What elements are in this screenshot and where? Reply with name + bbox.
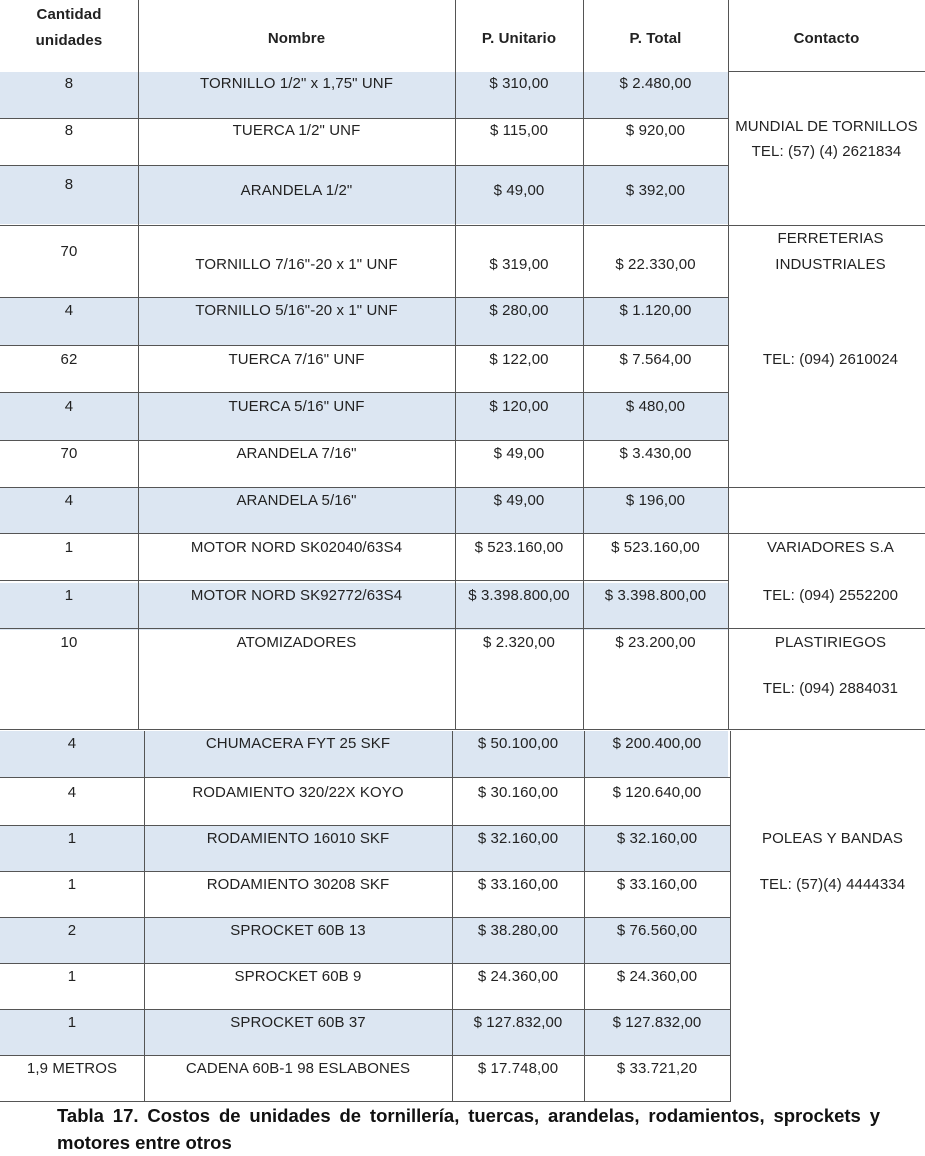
cell-total-price: $ 23.200,00 bbox=[615, 634, 696, 651]
header-contacto: Contacto bbox=[793, 30, 860, 47]
horizontal-rule bbox=[0, 345, 728, 346]
cell-name: TUERCA 1/2" UNF bbox=[232, 122, 361, 139]
cell-unit-price: $ 24.360,00 bbox=[477, 968, 559, 985]
cell-qty: 1 bbox=[64, 587, 74, 604]
horizontal-rule bbox=[0, 777, 730, 778]
contact-variadores-name: VARIADORES S.A bbox=[767, 539, 894, 556]
horizontal-rule bbox=[0, 165, 728, 166]
cell-name: TORNILLO 5/16"-20 x 1" UNF bbox=[195, 302, 398, 319]
cell-qty: 4 bbox=[67, 784, 77, 801]
cell-qty: 4 bbox=[64, 492, 74, 509]
cell-total-price: $ 3.398.800,00 bbox=[604, 587, 707, 604]
cell-name: CADENA 60B-1 98 ESLABONES bbox=[185, 1060, 411, 1077]
cell-unit-price: $ 523.160,00 bbox=[474, 539, 564, 556]
cell-unit-price: $ 280,00 bbox=[489, 302, 549, 319]
cell-name: SPROCKET 60B 13 bbox=[230, 922, 366, 939]
cell-name: RODAMIENTO 320/22X KOYO bbox=[192, 784, 404, 801]
cell-unit-price: $ 49,00 bbox=[493, 492, 545, 509]
cell-unit-price: $ 310,00 bbox=[489, 75, 549, 92]
cell-name: TUERCA 7/16" UNF bbox=[228, 351, 365, 368]
contact-ferreterias-tel: TEL: (094) 2610024 bbox=[762, 351, 899, 368]
cell-name: ARANDELA 7/16" bbox=[236, 445, 357, 462]
cell-unit-price: $ 2.320,00 bbox=[483, 634, 555, 651]
cell-name: ARANDELA 5/16" bbox=[236, 492, 357, 509]
contact-variadores-tel: TEL: (094) 2552200 bbox=[762, 587, 899, 604]
cell-total-price: $ 22.330,00 bbox=[615, 256, 696, 273]
cell-name: RODAMIENTO 30208 SKF bbox=[206, 876, 390, 893]
cell-name: TORNILLO 1/2" x 1,75" UNF bbox=[200, 75, 393, 92]
cell-qty: 2 bbox=[67, 922, 77, 939]
cell-qty: 1 bbox=[67, 876, 77, 893]
contact-poleas-name: POLEAS Y BANDAS bbox=[761, 830, 903, 847]
cell-qty: 4 bbox=[67, 735, 77, 752]
header-cantidad-line1: Cantidad bbox=[36, 6, 102, 23]
contact-mundial-tel: TEL: (57) (4) 2621834 bbox=[751, 143, 902, 160]
cell-name: CHUMACERA FYT 25 SKF bbox=[205, 735, 391, 752]
horizontal-rule bbox=[0, 580, 728, 581]
header-p-unitario: P. Unitario bbox=[481, 30, 557, 47]
cell-unit-price: $ 49,00 bbox=[493, 445, 545, 462]
cell-qty: 1 bbox=[64, 539, 74, 556]
cell-qty: 70 bbox=[60, 445, 78, 462]
vertical-rule bbox=[730, 731, 731, 1102]
cell-unit-price: $ 32.160,00 bbox=[477, 830, 559, 847]
cell-unit-price: $ 17.748,00 bbox=[477, 1060, 559, 1077]
cell-name: MOTOR NORD SK92772/63S4 bbox=[190, 587, 403, 604]
contact-ferreterias-line2: INDUSTRIALES bbox=[775, 256, 886, 273]
cell-total-price: $ 120.640,00 bbox=[612, 784, 702, 801]
table-caption: Tabla 17. Costos de unidades de tornillería, tuercas, arandelas, rodamientos, sprockets y motores entre otros bbox=[57, 1105, 880, 1153]
cell-unit-price: $ 115,00 bbox=[489, 122, 549, 139]
contact-mundial-name: MUNDIAL DE TORNILLOS bbox=[735, 118, 918, 135]
cell-qty: 1 bbox=[67, 1014, 77, 1031]
horizontal-rule bbox=[728, 71, 925, 72]
contact-poleas-tel: TEL: (57)(4) 4444334 bbox=[759, 876, 906, 893]
cell-name: SPROCKET 60B 9 bbox=[234, 968, 362, 985]
header-cantidad bbox=[0, 2, 138, 54]
cell-total-price: $ 3.430,00 bbox=[619, 445, 692, 462]
cell-name: MOTOR NORD SK02040/63S4 bbox=[190, 539, 403, 556]
header-p-total: P. Total bbox=[629, 30, 682, 47]
cell-name: SPROCKET 60B 37 bbox=[230, 1014, 366, 1031]
cell-qty: 1,9 METROS bbox=[26, 1060, 118, 1077]
cell-qty: 1 bbox=[67, 968, 77, 985]
cell-total-price: $ 920,00 bbox=[625, 122, 686, 139]
cell-unit-price: $ 127.832,00 bbox=[473, 1014, 563, 1031]
cell-total-price: $ 76.560,00 bbox=[616, 922, 698, 939]
cell-total-price: $ 32.160,00 bbox=[616, 830, 698, 847]
header-cantidad-line2: unidades bbox=[35, 32, 103, 49]
cell-qty: 4 bbox=[64, 398, 74, 415]
header-nombre: Nombre bbox=[267, 30, 326, 47]
cell-unit-price: $ 38.280,00 bbox=[477, 922, 559, 939]
cell-unit-price: $ 319,00 bbox=[489, 256, 549, 273]
cell-total-price: $ 33.160,00 bbox=[616, 876, 698, 893]
cell-total-price: $ 7.564,00 bbox=[619, 351, 692, 368]
horizontal-rule bbox=[0, 729, 925, 730]
cell-unit-price: $ 122,00 bbox=[489, 351, 549, 368]
cell-unit-price: $ 50.100,00 bbox=[477, 735, 559, 752]
cell-unit-price: $ 120,00 bbox=[489, 398, 549, 415]
cell-name: ATOMIZADORES bbox=[236, 634, 357, 651]
horizontal-rule bbox=[0, 392, 728, 393]
cell-name: TORNILLO 7/16"-20 x 1" UNF bbox=[195, 256, 398, 273]
cell-qty: 62 bbox=[60, 351, 78, 368]
cell-total-price: $ 480,00 bbox=[625, 398, 686, 415]
cell-name: TUERCA 5/16" UNF bbox=[228, 398, 365, 415]
cell-unit-price: $ 3.398.800,00 bbox=[468, 587, 570, 604]
cell-unit-price: $ 30.160,00 bbox=[477, 784, 559, 801]
contact-plastiriegos-name: PLASTIRIEGOS bbox=[774, 634, 887, 651]
contact-ferreterias-line1: FERRETERIAS bbox=[777, 230, 884, 247]
cell-total-price: $ 1.120,00 bbox=[619, 302, 692, 319]
cell-unit-price: $ 33.160,00 bbox=[477, 876, 559, 893]
cell-qty: 1 bbox=[67, 830, 77, 847]
cell-qty: 10 bbox=[60, 634, 78, 651]
cell-qty: 4 bbox=[64, 302, 74, 319]
cell-unit-price: $ 49,00 bbox=[493, 182, 545, 199]
cell-total-price: $ 33.721,20 bbox=[616, 1060, 698, 1077]
cell-name: RODAMIENTO 16010 SKF bbox=[206, 830, 390, 847]
cell-name: ARANDELA 1/2" bbox=[240, 182, 353, 199]
cell-total-price: $ 127.832,00 bbox=[612, 1014, 702, 1031]
contact-plastiriegos-tel: TEL: (094) 2884031 bbox=[762, 680, 899, 697]
cell-total-price: $ 2.480,00 bbox=[619, 75, 692, 92]
cell-qty: 70 bbox=[60, 243, 78, 260]
cell-total-price: $ 200.400,00 bbox=[612, 735, 702, 752]
cell-total-price: $ 196,00 bbox=[625, 492, 686, 509]
cell-total-price: $ 392,00 bbox=[625, 182, 686, 199]
cell-total-price: $ 24.360,00 bbox=[616, 968, 698, 985]
cell-qty: 8 bbox=[64, 176, 74, 193]
cell-total-price: $ 523.160,00 bbox=[611, 539, 700, 556]
cell-qty: 8 bbox=[64, 122, 74, 139]
cell-qty: 8 bbox=[64, 75, 74, 92]
